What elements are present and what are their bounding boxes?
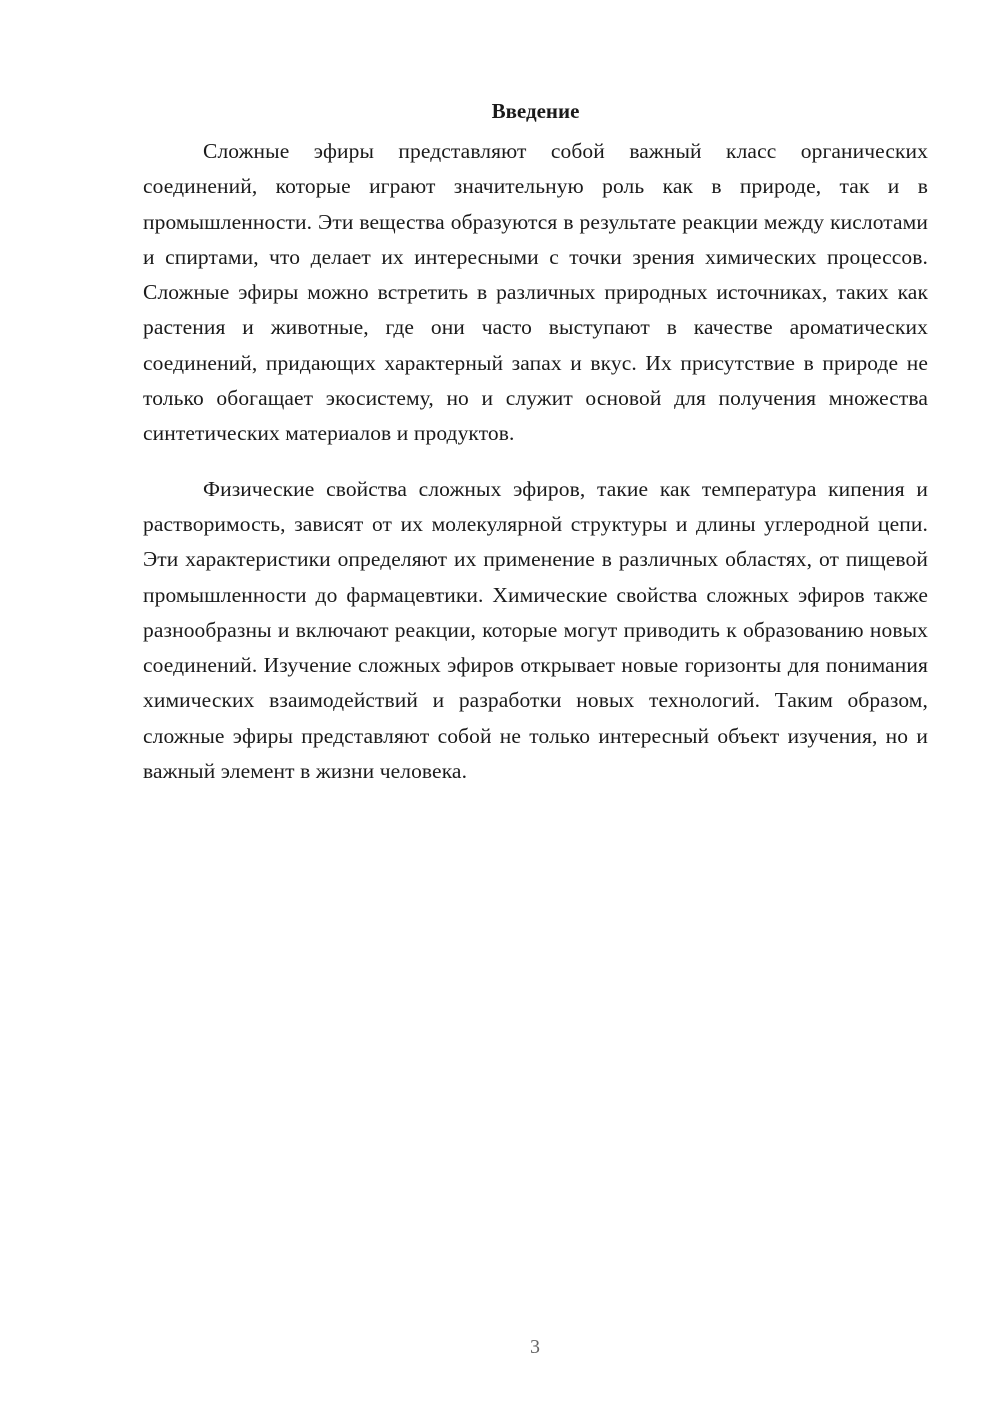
paragraph-1: Сложные эфиры представляют собой важный класс органических соединений, которые играют значительную роль как в природе, так и в промышленности. Эти вещества образуются в результате реакции между кислотами и спиртами, что делает их интересными с точки зрения химических процессов. Сложные эфиры можно встретить в различных природных источниках, таких как растения и животные, где они часто выступают в качестве ароматических соединений, придающих характерный запах и вкус. Их присутствие в природе не только обогащает экосистему, но и служит основой для получения множества синтетических материалов и продуктов. <box>143 139 928 446</box>
page-number: 3 <box>530 1336 540 1358</box>
page-content <box>143 96 928 789</box>
paragraph-2: Физические свойства сложных эфиров, такие как температура кипения и растворимость, зависят от их молекулярной структуры и длины углеродной цепи. Эти характеристики определяют их применение в различных областях, от пищевой промышленности до фармацевтики. Химические свойства сложных эфиров также разнообразны и включают реакции, которые могут приводить к образованию новых соединений. Изучение сложных эфиров открывает новые горизонты для понимания химических взаимодействий и разработки новых технологий. Таким образом, сложные эфиры представляют собой не только интересный объект изучения, но и важный элемент в жизни человека. <box>143 476 928 784</box>
section-title: Введение <box>491 99 580 123</box>
